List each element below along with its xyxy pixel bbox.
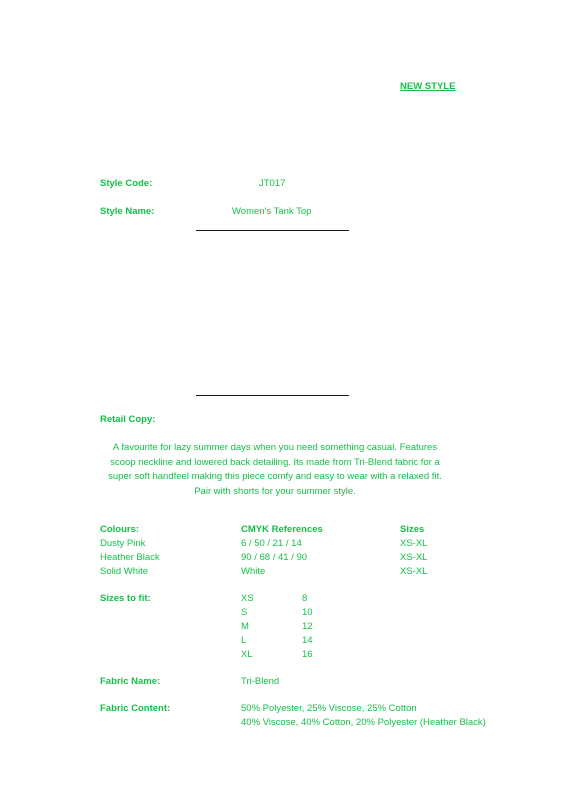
fabric-name-value: Tri-Blend <box>241 676 280 687</box>
fabric-content-line: 40% Viscose, 40% Cotton, 20% Polyester (Heather Black) <box>241 717 486 728</box>
colour-cmyk: 90 / 68 / 41 / 90 <box>241 552 308 563</box>
fit-value: 10 <box>302 607 313 618</box>
page-title: NEW STYLE <box>400 81 456 92</box>
fit-value: 16 <box>302 649 313 660</box>
fabric-name-label: Fabric Name: <box>100 676 161 687</box>
retail-copy-label: Retail Copy: <box>100 414 156 425</box>
fit-value: 12 <box>302 621 313 632</box>
fit-size: XS <box>241 593 254 604</box>
colours-header: Colours: <box>100 524 140 535</box>
cmyk-header: CMYK References <box>241 524 323 535</box>
fabric-content-label: Fabric Content: <box>100 703 171 714</box>
style-code-value: JT017 <box>259 178 286 189</box>
sizes-header: Sizes <box>400 524 425 535</box>
retail-copy-line: A favourite for lazy summer days when you need something casual. Features <box>112 442 438 453</box>
colour-name: Heather Black <box>100 552 160 563</box>
colour-sizes: XS-XL <box>400 566 428 577</box>
colour-name: Solid White <box>100 566 149 577</box>
style-name-value: Women's Tank Top <box>232 206 312 217</box>
fit-size: M <box>241 621 249 632</box>
colour-sizes: XS-XL <box>400 552 428 563</box>
retail-copy-line: super soft handfeel making this piece comfy and easy to wear with a relaxed fit. <box>108 471 442 482</box>
style-code-label: Style Code: <box>100 178 153 189</box>
divider-top <box>196 230 349 231</box>
style-name-label: Style Name: <box>100 206 155 217</box>
fit-size: L <box>241 635 247 646</box>
retail-copy-text <box>90 441 460 499</box>
retail-copy-line: scoop neckline and lowered back detailing. Its made from Tri-Blend fabric for a <box>110 456 440 468</box>
fit-value: 8 <box>302 593 308 604</box>
colour-name: Dusty Pink <box>100 538 146 549</box>
fabric-content-line: 50% Polyester, 25% Viscose, 25% Cotton <box>241 703 417 714</box>
fit-size: XL <box>241 649 253 660</box>
fit-value: 14 <box>302 635 313 646</box>
colour-cmyk: White <box>241 566 266 577</box>
sizes-to-fit-label: Sizes to fit: <box>100 593 151 604</box>
divider-bottom <box>196 395 349 396</box>
colour-cmyk: 6 / 50 / 21 / 14 <box>241 538 302 549</box>
colour-sizes: XS-XL <box>400 538 428 549</box>
retail-copy-line: Pair with shorts for your summer style. <box>194 485 356 497</box>
fit-size: S <box>241 607 248 618</box>
